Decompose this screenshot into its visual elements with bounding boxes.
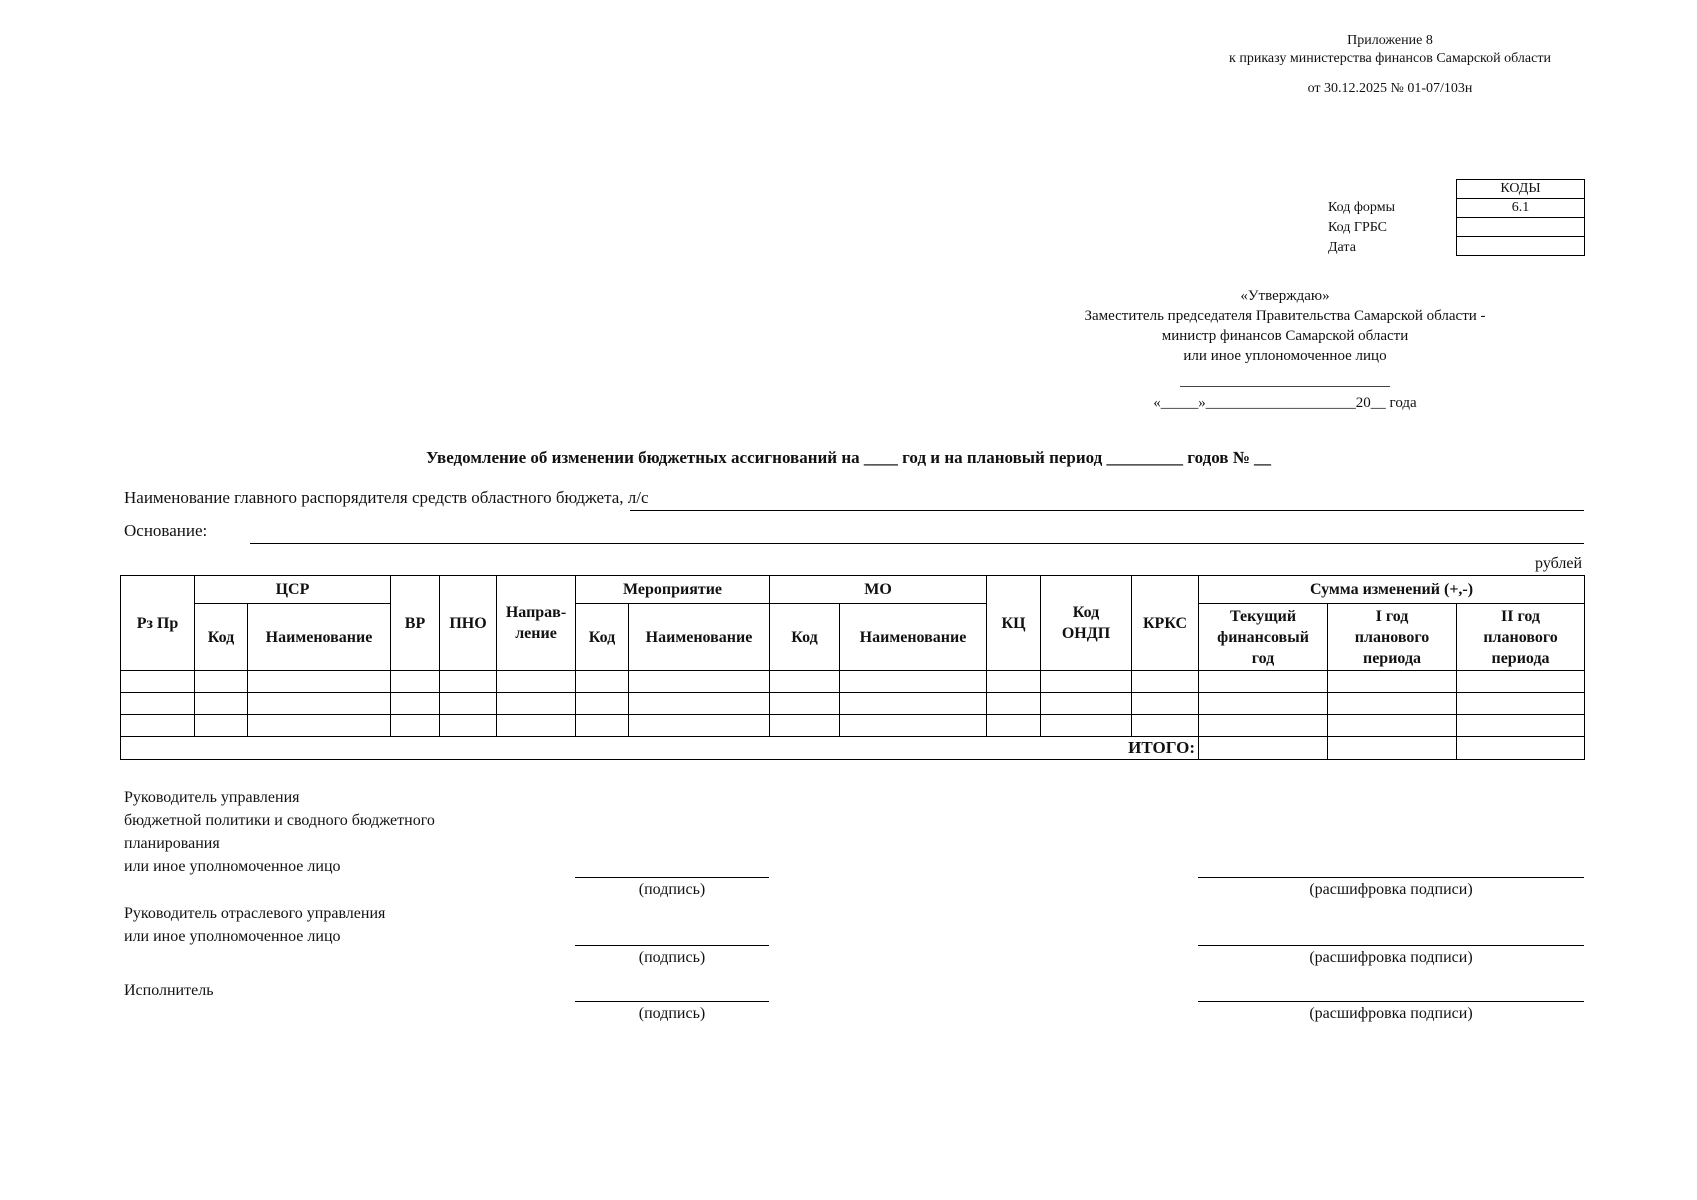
- date-code-label: Дата: [1328, 240, 1356, 255]
- sig1-decode-caption: (расшифровка подписи): [1309, 881, 1473, 898]
- currency-label: рублей: [1535, 555, 1582, 572]
- sig1-decode-line[interactable]: [1198, 877, 1584, 878]
- sig3-signature-line[interactable]: [575, 1001, 769, 1002]
- sig2-signature-line[interactable]: [575, 945, 769, 946]
- approve-heading: «Утверждаю»: [1240, 288, 1330, 304]
- basis-field-line[interactable]: [250, 543, 1584, 544]
- sig2-line2: или иное уполномоченное лицо: [124, 928, 341, 945]
- table-cell[interactable]: [576, 693, 629, 715]
- appendix-date: от 30.12.2025 № 01-07/103н: [1307, 81, 1473, 96]
- col-direction-1: Направ-: [505, 604, 567, 621]
- sig1-line4: или иное уполномоченное лицо: [124, 858, 341, 875]
- table-row: [121, 693, 1585, 715]
- table-cell[interactable]: [1328, 693, 1457, 715]
- table-cell[interactable]: [1132, 715, 1199, 737]
- col-current-year-1: Текущий: [1229, 607, 1297, 625]
- appendix-order: к приказу министерства финансов Самарской области: [1229, 51, 1551, 66]
- approval-block: [1050, 286, 1520, 413]
- date-code-value[interactable]: [1457, 237, 1585, 256]
- col-plan-year-1-b: планового: [1354, 628, 1430, 646]
- table-cell[interactable]: [576, 715, 629, 737]
- table-cell[interactable]: [840, 693, 987, 715]
- table-cell[interactable]: [440, 715, 497, 737]
- table-cell[interactable]: [1328, 715, 1457, 737]
- table-cell[interactable]: [195, 671, 248, 693]
- approve-position-2: министр финансов Самарской области: [1161, 328, 1409, 344]
- table-cell[interactable]: [497, 671, 576, 693]
- table-cell[interactable]: [248, 693, 391, 715]
- col-csr-name: Наименование: [248, 604, 391, 671]
- sig3-signature-caption: (подпись): [638, 1005, 706, 1022]
- table-cell[interactable]: [195, 693, 248, 715]
- sig1-line1: Руководитель управления: [124, 789, 300, 806]
- allocations-table: [120, 575, 1585, 760]
- col-csr: ЦСР: [195, 576, 391, 604]
- total-label: ИТОГО:: [121, 737, 1199, 760]
- approve-position-3: или иное уплономоченное лицо: [1183, 348, 1387, 364]
- col-sum: Сумма изменений (+,-): [1199, 576, 1585, 604]
- col-plan-year-1-c: периода: [1362, 649, 1422, 667]
- sig1-signature-caption: (подпись): [638, 881, 706, 898]
- grbs-code-label: Код ГРБС: [1328, 220, 1388, 235]
- table-cell[interactable]: [1041, 715, 1132, 737]
- sig3-decode-caption: (расшифровка подписи): [1309, 1005, 1473, 1022]
- sig3-line1: Исполнитель: [124, 982, 214, 999]
- sig1-signature-line[interactable]: [575, 877, 769, 878]
- table-row: [121, 715, 1585, 737]
- table-cell[interactable]: [391, 693, 440, 715]
- col-plan-year-2-c: периода: [1491, 649, 1550, 667]
- total-current-year[interactable]: [1199, 737, 1328, 760]
- sig1-line2: бюджетной политики и сводного бюджетного: [124, 812, 435, 829]
- col-csr-code: Код: [195, 604, 248, 671]
- total-row: [121, 737, 1585, 760]
- table-cell[interactable]: [195, 715, 248, 737]
- table-row: [121, 671, 1585, 693]
- table-cell[interactable]: [121, 671, 195, 693]
- col-kc: КЦ: [987, 576, 1041, 671]
- total-plan-year-1[interactable]: [1328, 737, 1457, 760]
- col-plan-year-1: [1328, 604, 1457, 671]
- table-cell[interactable]: [497, 693, 576, 715]
- table-cell[interactable]: [770, 671, 840, 693]
- table-cell[interactable]: [987, 715, 1041, 737]
- col-mo: МО: [770, 576, 987, 604]
- codes-header: КОДЫ: [1457, 180, 1585, 199]
- col-current-year-2: финансовый: [1217, 628, 1309, 646]
- col-rzpr: Рз Пр: [121, 576, 195, 671]
- col-direction: [497, 576, 576, 671]
- col-ondp: [1041, 576, 1132, 671]
- approve-signature-line[interactable]: [1180, 378, 1390, 387]
- recipient-field-line[interactable]: [630, 510, 1584, 511]
- table-cell[interactable]: [576, 671, 629, 693]
- col-event-name: Наименование: [629, 604, 770, 671]
- table-cell[interactable]: [987, 693, 1041, 715]
- table-cell[interactable]: [1328, 671, 1457, 693]
- table-cell[interactable]: [391, 671, 440, 693]
- col-pno: ПНО: [440, 576, 497, 671]
- sig2-line1: Руководитель отраслевого управления: [124, 905, 386, 922]
- table-cell[interactable]: [629, 693, 770, 715]
- col-current-year-3: год: [1251, 649, 1275, 667]
- col-plan-year-2-b: планового: [1483, 628, 1558, 646]
- table-cell[interactable]: [1132, 693, 1199, 715]
- table-cell[interactable]: [1457, 715, 1585, 737]
- appendix-header: [1100, 32, 1680, 98]
- table-cell[interactable]: [391, 715, 440, 737]
- table-cell[interactable]: [248, 715, 391, 737]
- table-cell[interactable]: [1199, 715, 1328, 737]
- codes-labels: [1328, 198, 1395, 258]
- table-cell[interactable]: [987, 671, 1041, 693]
- signature-block-budget-policy: [124, 786, 435, 878]
- table-cell[interactable]: [629, 671, 770, 693]
- sig1-line3: планирования: [124, 835, 220, 852]
- col-event: Мероприятие: [576, 576, 770, 604]
- total-plan-year-2[interactable]: [1457, 737, 1585, 760]
- table-cell[interactable]: [440, 693, 497, 715]
- table-cell[interactable]: [1041, 671, 1132, 693]
- sig3-decode-line[interactable]: [1198, 1001, 1584, 1002]
- table-cell[interactable]: [121, 693, 195, 715]
- table-cell[interactable]: [840, 715, 987, 737]
- table-cell[interactable]: [248, 671, 391, 693]
- table-cell[interactable]: [497, 715, 576, 737]
- table-cell[interactable]: [1457, 693, 1585, 715]
- col-plan-year-2-a: II год: [1501, 607, 1540, 625]
- table-cell[interactable]: [840, 671, 987, 693]
- signature-block-branch: [124, 902, 385, 948]
- basis-label: Основание:: [124, 521, 208, 540]
- recipient-label: Наименование главного распорядителя средств областного бюджета, л/с: [124, 488, 649, 507]
- document-title: Уведомление об изменении бюджетных ассигнований на ____ год и на плановый период _________ годов № __: [425, 448, 1272, 467]
- table-cell[interactable]: [1457, 671, 1585, 693]
- col-direction-2: ление: [515, 625, 557, 642]
- sig2-decode-line[interactable]: [1198, 945, 1584, 946]
- table-cell[interactable]: [1199, 671, 1328, 693]
- col-vr: ВР: [391, 576, 440, 671]
- sig2-signature-caption: (подпись): [638, 949, 706, 966]
- table-cell[interactable]: [770, 693, 840, 715]
- signature-block-executor: [124, 979, 214, 1002]
- table-cell[interactable]: [629, 715, 770, 737]
- table-cell[interactable]: [1199, 693, 1328, 715]
- table-cell[interactable]: [770, 715, 840, 737]
- table-cell[interactable]: [440, 671, 497, 693]
- form-code-label: Код формы: [1328, 200, 1395, 215]
- col-ondp-1: Код: [1072, 604, 1100, 621]
- table-cell[interactable]: [1132, 671, 1199, 693]
- col-plan-year-2: [1457, 604, 1585, 671]
- col-plan-year-1-a: I год: [1375, 607, 1409, 625]
- form-code-value[interactable]: 6.1: [1457, 199, 1585, 218]
- col-mo-name: Наименование: [840, 604, 987, 671]
- col-krks: КРКС: [1132, 576, 1199, 671]
- col-current-year: [1199, 604, 1328, 671]
- approve-date-line: «_____»____________________20__ года: [1153, 395, 1417, 411]
- approve-position: Заместитель председателя Правительства Самарской области -: [1084, 308, 1486, 324]
- appendix-number: Приложение 8: [1347, 33, 1433, 48]
- table-cell[interactable]: [1041, 693, 1132, 715]
- col-mo-code: Код: [770, 604, 840, 671]
- table-cell[interactable]: [121, 715, 195, 737]
- col-ondp-2: ОНДП: [1061, 625, 1111, 642]
- col-event-code: Код: [576, 604, 629, 671]
- grbs-code-value[interactable]: [1457, 218, 1585, 237]
- codes-table: [1456, 179, 1585, 256]
- sig2-decode-caption: (расшифровка подписи): [1309, 949, 1473, 966]
